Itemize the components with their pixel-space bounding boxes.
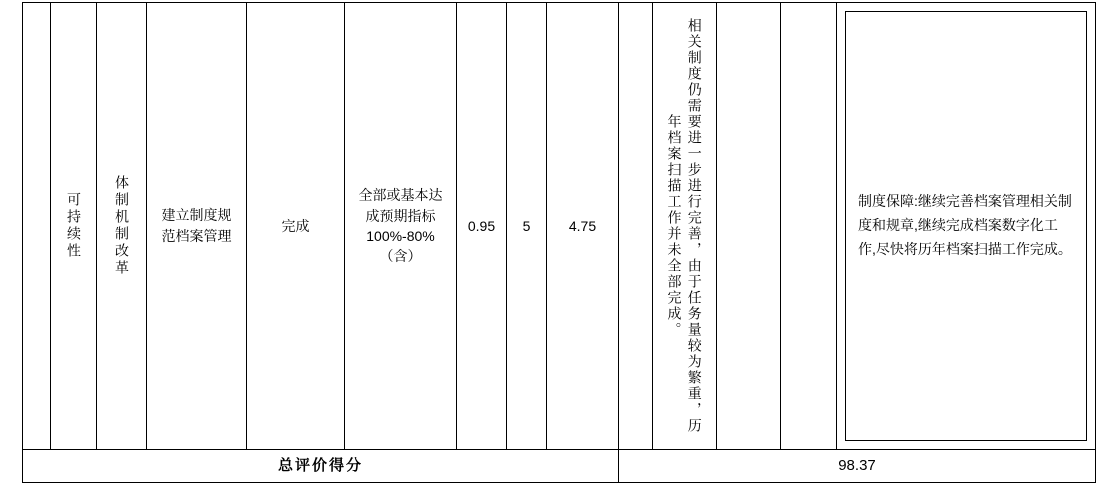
total-row (23, 450, 1096, 483)
cell-leading-blank (23, 3, 51, 450)
cell-coefficient (457, 3, 507, 450)
reason-text: 相关制度仍需要进一步进行完善，由于任务量较为繁重，历年档案扫描工作并未全部完成。 (666, 18, 703, 434)
cell-weight (507, 3, 547, 450)
coefficient-value: 0.95 (467, 217, 496, 234)
weight-value: 5 (522, 217, 531, 234)
criteria-text: 全部或基本达成预期指标100%-80%（含） (358, 187, 443, 265)
reason-wrap (653, 5, 716, 447)
cell-reason (653, 3, 717, 450)
blank-c-text (781, 222, 836, 230)
sub-dimension-wrap (97, 5, 146, 447)
cell-blank-b (717, 3, 781, 450)
cell-total-value (619, 450, 1096, 483)
cell-suggestion (837, 3, 1096, 450)
blank-a-text (619, 222, 652, 230)
dimension-wrap (51, 5, 96, 447)
cell-status (247, 3, 345, 450)
cell-score (547, 3, 619, 450)
cell-criteria (345, 3, 457, 450)
cell-sub-dimension (97, 3, 147, 450)
dimension-text: 可持续性 (66, 192, 82, 260)
suggestion-text: 制度保障:继续完善档案管理相关制度和规章,继续完成档案数字化工作,尽快将历年档案扫描工作完成。 (858, 193, 1072, 257)
status-text: 完成 (281, 217, 310, 234)
sub-dimension-text: 体制机制改革 (114, 175, 130, 277)
total-label-text: 总评价得分 (277, 456, 363, 474)
suggestion-box (845, 11, 1087, 441)
cell-dimension (51, 3, 97, 450)
cell-item (147, 3, 247, 450)
table-row (23, 3, 1096, 450)
item-text: 建立制度规范档案管理 (161, 207, 232, 244)
score-value: 4.75 (568, 217, 597, 234)
total-value-text: 98.37 (838, 456, 876, 474)
cell-blank-c (781, 3, 837, 450)
blank-b-text (717, 222, 780, 230)
cell-total-label (23, 450, 619, 483)
evaluation-table (22, 2, 1096, 483)
cell-blank-a (619, 3, 653, 450)
document-page (0, 2, 1100, 487)
